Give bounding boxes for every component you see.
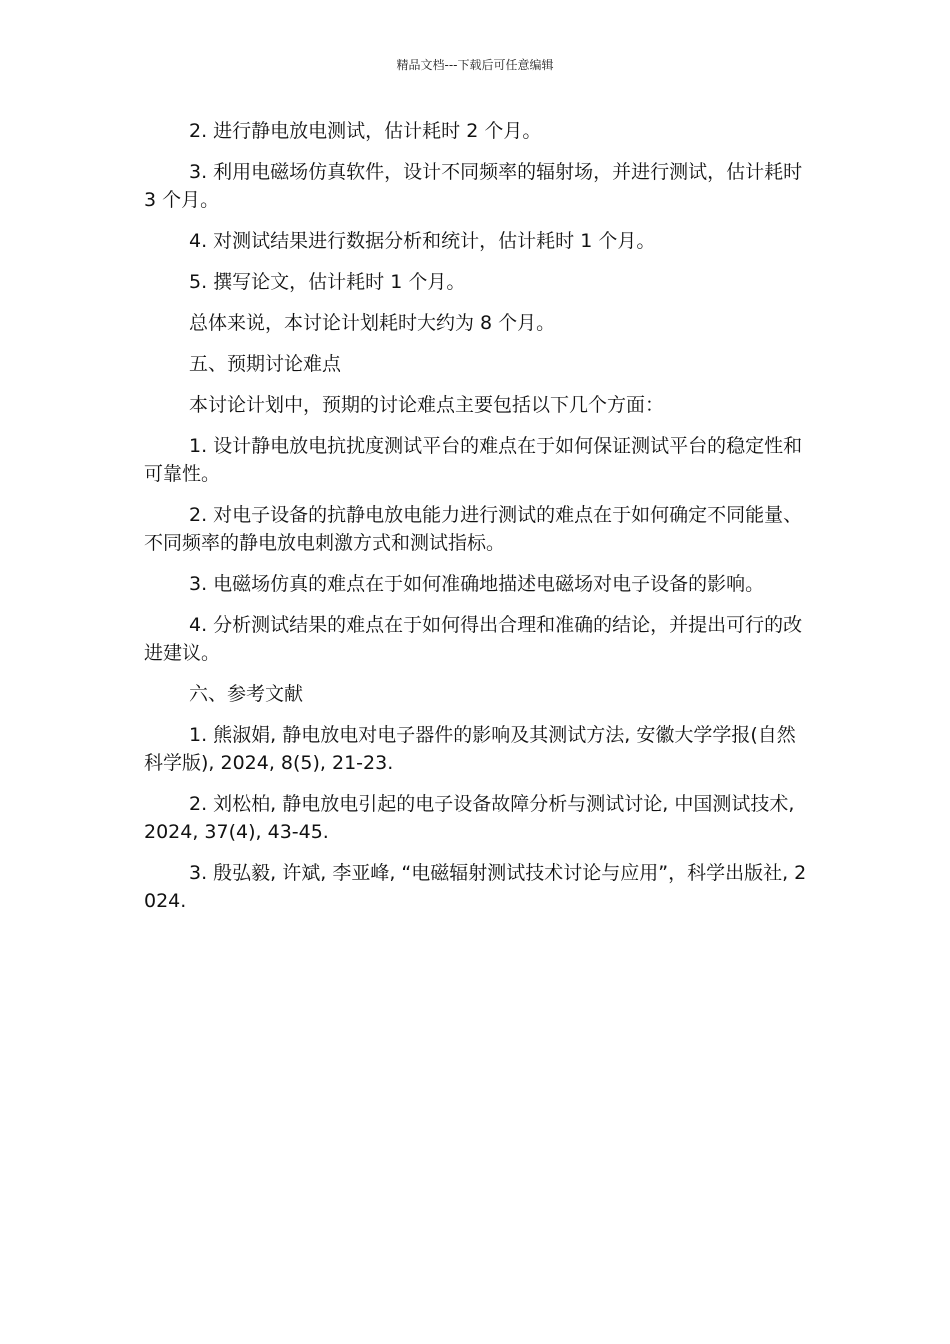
difficulties-intro: 本讨论计划中，预期的讨论难点主要包括以下几个方面： — [189, 394, 665, 416]
section-heading-difficulties: 五、预期讨论难点 — [189, 353, 342, 375]
section-heading-references: 六、参考文献 — [189, 683, 304, 705]
reference-item-2: 2. 刘松柏, 静电放电引起的电子设备故障分析与测试讨论, 中国测试技术, 2024, 37(4), 43-45. — [144, 793, 795, 843]
plan-step-3: 3. 利用电磁场仿真软件，设计不同频率的辐射场，并进行测试，估计耗时 3 个月。 — [144, 161, 803, 211]
difficulty-item-1: 1. 设计静电放电抗扰度测试平台的难点在于如何保证测试平台的稳定性和可靠性。 — [144, 435, 803, 485]
difficulty-item-4: 4. 分析测试结果的难点在于如何得出合理和准确的结论，并提出可行的改进建议。 — [144, 614, 803, 664]
plan-step-5: 5. 撰写论文，估计耗时 1 个月。 — [189, 271, 466, 293]
document-body — [144, 117, 812, 928]
difficulty-item-3: 3. 电磁场仿真的难点在于如何准确地描述电磁场对电子设备的影响。 — [189, 573, 765, 595]
reference-item-3: 3. 殷弘毅, 许斌, 李亚峰, “电磁辐射测试技术讨论与应用”，科学出版社, 2024. — [144, 862, 807, 912]
plan-step-4: 4. 对测试结果进行数据分析和统计，估计耗时 1 个月。 — [189, 230, 656, 252]
plan-summary: 总体来说，本讨论计划耗时大约为 8 个月。 — [189, 312, 556, 334]
reference-item-1: 1. 熊淑娟, 静电放电对电子器件的影响及其测试方法, 安徽大学学报(自然科学版), 2024, 8(5), 21-23. — [144, 724, 796, 774]
plan-step-2: 2. 进行静电放电测试，估计耗时 2 个月。 — [189, 120, 542, 142]
page-header: 精品文档---下载后可任意编辑 — [396, 58, 554, 72]
difficulty-item-2: 2. 对电子设备的抗静电放电能力进行测试的难点在于如何确定不同能量、不同频率的静电放电刺激方式和测试指标。 — [144, 504, 803, 554]
